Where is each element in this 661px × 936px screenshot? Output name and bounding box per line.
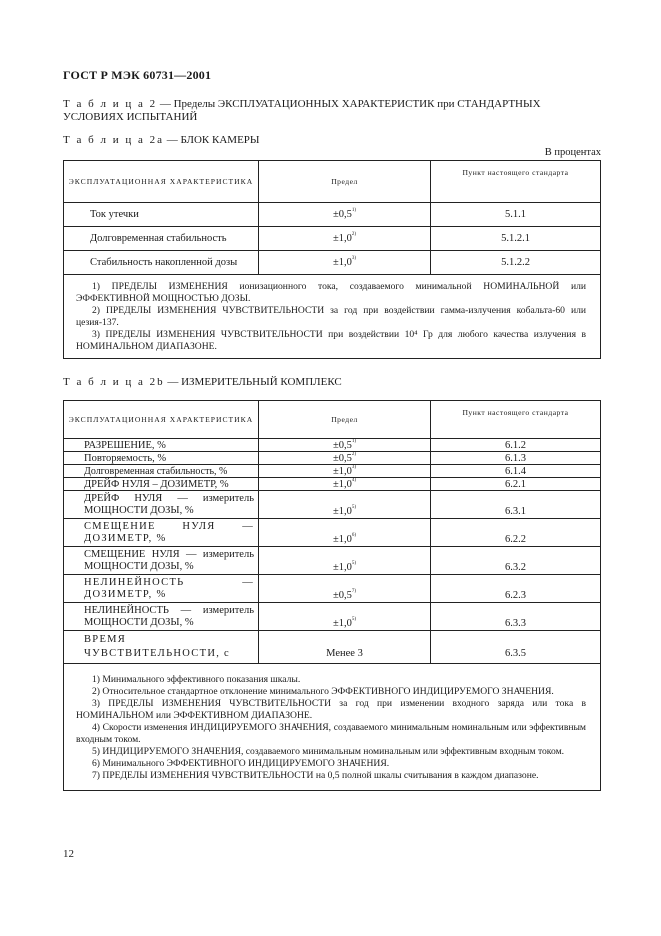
row-name: РАЗРЕШЕНИЕ, % [64,439,259,452]
table-header-row [64,401,601,439]
footnote: 3) ПРЕДЕЛЫ ИЗМЕНЕНИЯ ЧУВСТВИТЕЛЬНОСТИ за год при изменении входного заряда или тока в НОМИНАЛЬНОМ или ЭФФЕКТИВНОМ ДИАПАЗОНЕ. [76,698,586,721]
row-clause: 5.1.2.1 [431,227,601,251]
row-name: СМЕЩЕНИЕ НУЛЯ — ДОЗИМЕТР, % [64,519,259,547]
row-name: Повторяемость, % [64,452,259,465]
table2-caption [63,98,603,124]
row-clause: 6.1.2 [431,439,601,452]
row-limit: $\pm 1,0^{2)}$ [259,227,431,251]
footnote: 3) ПРЕДЕЛЫ ИЗМЕНЕНИЯ ЧУВСТВИТЕЛЬНОСТИ при воздействии 10⁴ Гр для любого качества излучения в НОМИНАЛЬНОМ ДИАПАЗОНЕ. [76,329,586,352]
row-limit: $\pm 1,0^{5)}$ [259,603,431,631]
row-name: Долговременная стабильность [64,227,259,251]
header-characteristic: ЭКСПЛУАТАЦИОННАЯ ХАРАКТЕРИСТИКА [64,161,259,203]
page-number: 12 [63,848,74,860]
row-name: НЕЛИНЕЙНОСТЬ — ДОЗИМЕТР, % [64,575,259,603]
row-name: СМЕЩЕНИЕ НУЛЯ — измеритель МОЩНОСТИ ДОЗЫ, % [64,547,259,575]
footnote: 6) Минимального ЭФФЕКТИВНОГО ИНДИЦИРУЕМОГО ЗНАЧЕНИЯ. [92,758,390,769]
table-2b [63,400,601,791]
table2a-label: Т а б л и ц а 2a [63,134,164,146]
row-clause: 5.1.1 [431,203,601,227]
footnotes-row [64,275,601,359]
table2a-title: — БЛОК КАМЕРЫ [163,134,260,146]
table-row [64,575,601,603]
footnote: 2) Относительное стандартное отклонение минимального ЭФФЕКТИВНОГО ИНДИЦИРУЕМОГО ЗНАЧЕНИЯ. [92,686,554,697]
row-limit: $\pm 1,0^{5)}$ [259,491,431,519]
row-name: Ток утечки [64,203,259,227]
table-row [64,203,601,227]
row-name: НЕЛИНЕЙНОСТЬ — измеритель МОЩНОСТИ ДОЗЫ, % [64,603,259,631]
header-clause: Пункт настоящего стандарта [431,161,601,203]
row-limit: $\pm 1,0^{3)}$ [259,465,431,478]
row-name: ДРЕЙФ НУЛЯ — измеритель МОЩНОСТИ ДОЗЫ, % [64,491,259,519]
row-clause: 6.3.3 [431,603,601,631]
row-clause: 6.1.4 [431,465,601,478]
table2b-footnotes [64,664,601,791]
table-header-row [64,161,601,203]
table-row [64,452,601,465]
footnote: 1) Минимального эффективного показания шкалы. [92,674,301,685]
table2b-caption [63,376,342,389]
table-2a [63,160,601,359]
table-row [64,465,601,478]
header-characteristic: ЭКСПЛУАТАЦИОННАЯ ХАРАКТЕРИСТИКА [64,401,259,439]
footnote: 1) ПРЕДЕЛЫ ИЗМЕНЕНИЯ ионизационного тока, создаваемого минимальной НОМИНАЛЬНОЙ или ЭФФЕКТИВНОЙ МОЩНОСТЬЮ ДОЗЫ. [76,281,586,304]
row-limit: $\pm 0,5^{1)}$ [259,439,431,452]
table2b-label: Т а б л и ц а 2b [63,376,165,388]
row-name: Долговременная стабильность, % [64,465,259,478]
row-clause: 6.3.1 [431,491,601,519]
table-row [64,603,601,631]
table2b-title: — ИЗМЕРИТЕЛЬНЫЙ КОМПЛЕКС [164,376,342,388]
row-clause: 6.2.2 [431,519,601,547]
table-row [64,491,601,519]
units-label: В процентах [544,147,601,158]
table-row [64,439,601,452]
table2a-caption [63,134,260,147]
table-row [64,631,601,664]
header-limit: Предел [259,401,431,439]
row-name: Стабильность накопленной дозы [64,251,259,275]
row-clause: 6.3.5 [431,631,601,664]
table2a-footnotes [64,275,601,359]
row-name: ДРЕЙФ НУЛЯ – ДОЗИМЕТР, % [64,478,259,491]
row-clause: 5.1.2.2 [431,251,601,275]
table-row [64,251,601,275]
row-limit: $\pm 0,5^{1)}$ [259,203,431,227]
row-limit: $\pm 1,0^{4)}$ [259,478,431,491]
row-limit: $\pm 0,5^{7)}$ [259,575,431,603]
header-clause: Пункт настоящего стандарта [431,401,601,439]
row-limit: $\pm 0,5^{2)}$ [259,452,431,465]
header-limit: Предел [259,161,431,203]
table-row [64,478,601,491]
row-name: ВРЕМЯ ЧУВСТВИТЕЛЬНОСТИ, с [64,631,259,664]
row-clause: 6.1.3 [431,452,601,465]
footnote: 4) Скорости изменения ИНДИЦИРУЕМОГО ЗНАЧЕНИЯ, создаваемого минимальным номинальным или эффективным входным током. [76,722,586,745]
row-limit: Менее 3 [259,631,431,664]
row-clause: 6.3.2 [431,547,601,575]
footnote: 5) ИНДИЦИРУЕМОГО ЗНАЧЕНИЯ, создаваемого минимальным номинальным или эффективным входным током. [92,746,565,757]
page-header: ГОСТ Р МЭК 60731—2001 [63,68,212,82]
footnote: 7) ПРЕДЕЛЫ ИЗМЕНЕНИЯ ЧУВСТВИТЕЛЬНОСТИ на 0,5 полной шкалы считывания в каждом диапазоне. [92,770,539,781]
row-limit: $\pm 1,0^{6)}$ [259,519,431,547]
row-limit: $\pm 1,0^{5)}$ [259,547,431,575]
row-clause: 6.2.3 [431,575,601,603]
table-row [64,227,601,251]
table-row [64,519,601,547]
table-row [64,547,601,575]
footnotes-row [64,664,601,791]
table2-label: Т а б л и ц а 2 [63,98,158,110]
footnote: 2) ПРЕДЕЛЫ ИЗМЕНЕНИЯ ЧУВСТВИТЕЛЬНОСТИ за год при воздействии гамма-излучения кобальта-60 или цезия-137. [76,305,586,328]
row-limit: $\pm 1,0^{3)}$ [259,251,431,275]
row-clause: 6.2.1 [431,478,601,491]
table2-title: — Пределы ЭКСПЛУАТАЦИОННЫХ ХАРАКТЕРИСТИК при СТАНДАРТНЫХ УСЛОВИЯХ ИСПЫТАНИЙ [63,98,541,123]
